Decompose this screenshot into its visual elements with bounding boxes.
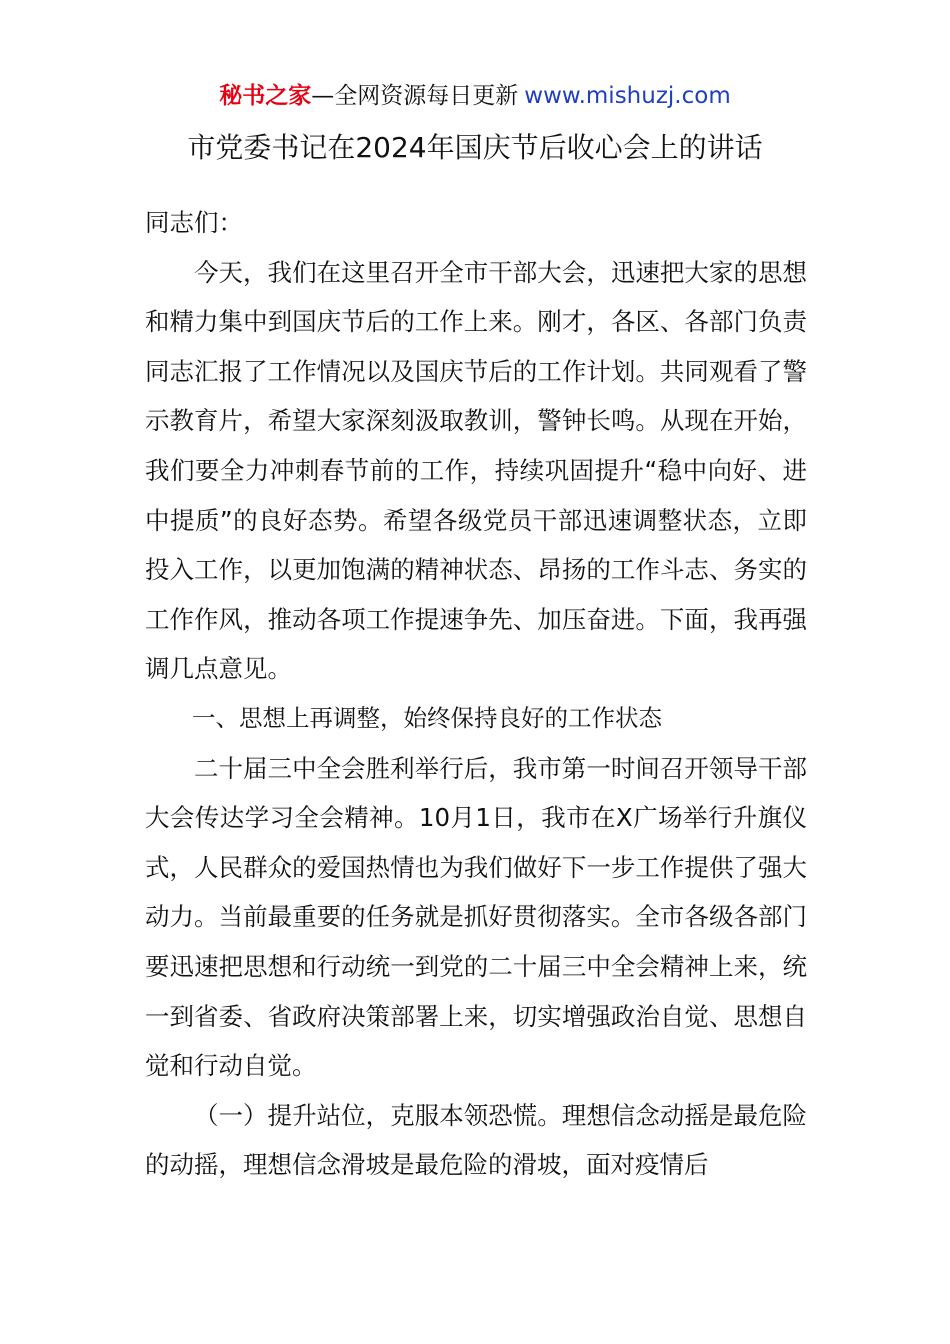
paragraph-section-1: 二十届三中全会胜利举行后，我市第一时间召开领导干部大会传达学习全会精神。10月1日，我市在X广场举行升旗仪式，人民群众的爱国热情也为我们做好下一步工作提供了强大动力。当前最重要的任务就是抓好贯彻落实。全市各级各部门要迅速把思想和行动统一到党的二十届三中全会精神上来，统一到省委、省政府决策部署上来，切实增强政治自觉、思想自觉和行动自觉。 [145, 753, 807, 1081]
paragraph-subsection-1: （一）提升站位，克服本领恐慌。理想信念动摇是最危险的动摇，理想信念滑坡是最危险的滑坡，面对疫情后 [145, 1100, 807, 1180]
salutation: 同志们： [145, 208, 243, 237]
site-header [0, 80, 950, 112]
paragraph-intro: 今天，我们在这里召开全市干部大会，迅速把大家的思想和精力集中到国庆节后的工作上来。刚才，各区、各部门负责同志汇报了工作情况以及国庆节后的工作计划。共同观看了警示教育片，希望大家深刻汲取教训，警钟长鸣。从现在开始，我们要全力冲刺春节前的工作，持续巩固提升“稳中向好、进中提质”的良好态势。希望各级党员干部迅速调整状态，立即投入工作，以更加饱满的精神状态、昂扬的工作斗志、务实的工作作风，推动各项工作提速争先、加压奋进。下面，我再强调几点意见。 [145, 257, 807, 684]
brand-name: 秘书之家 [219, 83, 312, 109]
document-body [145, 198, 807, 1190]
section-heading-1: 一、思想上再调整，始终保持良好的工作状态 [192, 703, 662, 732]
header-tagline: —全网资源每日更新 [311, 83, 519, 109]
document-title: 市党委书记在2024年国庆节后收心会上的讲话 [187, 131, 763, 164]
site-url-link[interactable]: www.mishuzj.com [524, 83, 731, 109]
